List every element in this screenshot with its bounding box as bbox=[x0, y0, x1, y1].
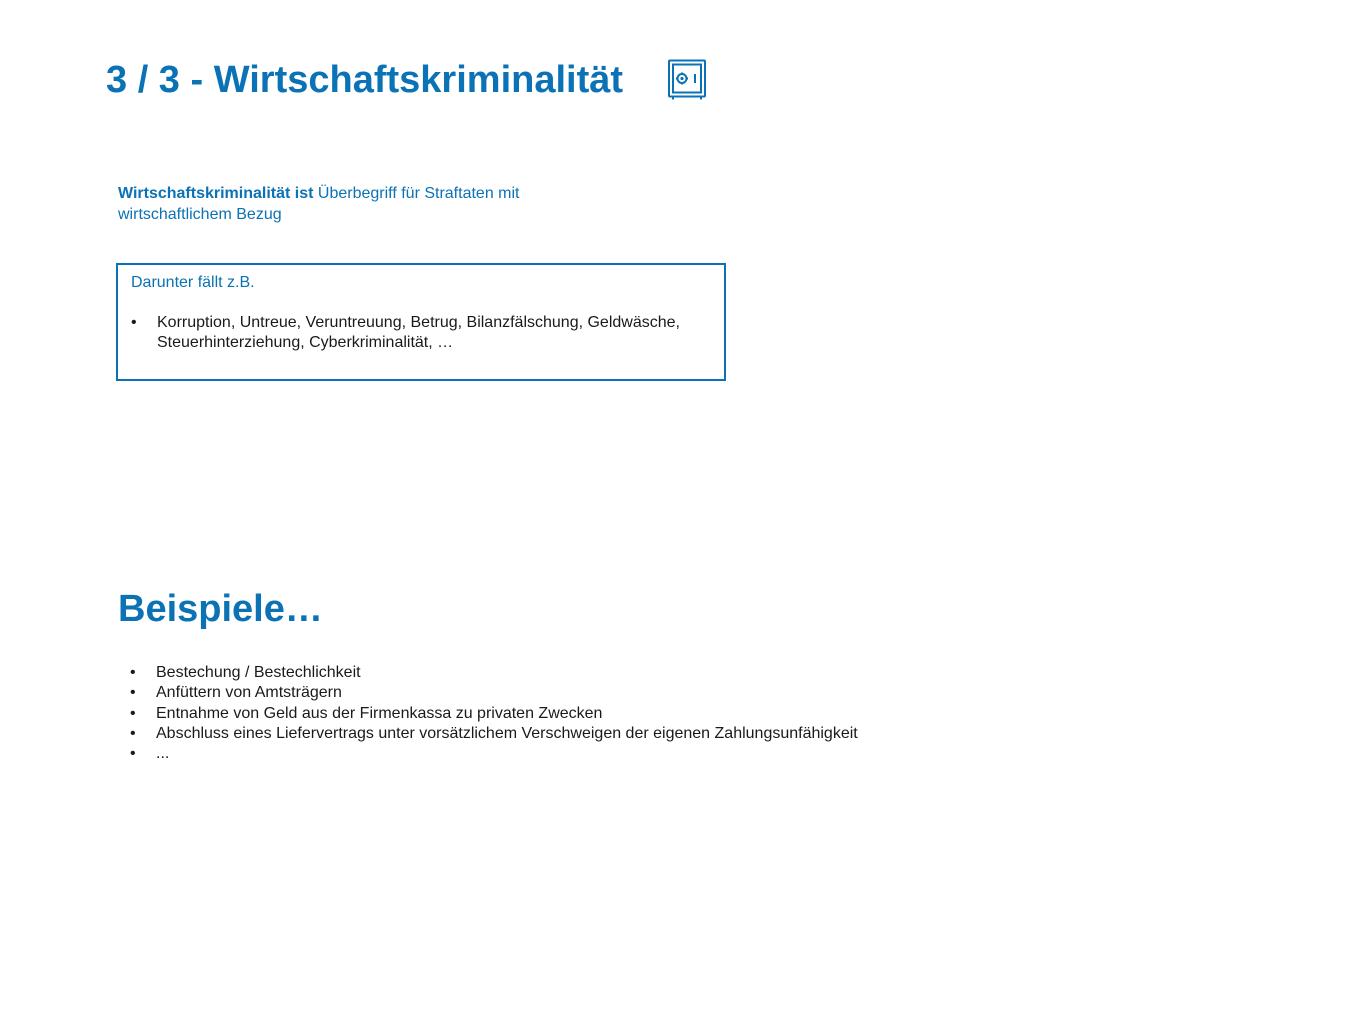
bullet-icon: • bbox=[130, 704, 136, 722]
bullet-icon: • bbox=[130, 745, 136, 763]
page-title: 3 / 3 - Wirtschaftskriminalität bbox=[106, 59, 624, 101]
bullet-icon: • bbox=[130, 664, 136, 681]
definition-body: Überbegriff für Straftaten mit wirtschaftlichem Bezug bbox=[118, 185, 520, 223]
list-item bbox=[118, 744, 1018, 764]
list-item bbox=[118, 704, 1018, 724]
list-item bbox=[118, 683, 1018, 703]
bullet-icon: • bbox=[130, 684, 136, 702]
list-item-text: Abschluss eines Liefervertrags unter vorsätzlichem Verschweigen der eigenen Zahlungsunfähigkeit bbox=[156, 724, 858, 742]
safe-icon bbox=[667, 59, 707, 101]
examples-heading: Beispiele… bbox=[118, 588, 323, 630]
definition-term: Wirtschaftskriminalität ist bbox=[118, 185, 314, 202]
examples-of-offenses-box bbox=[116, 263, 726, 381]
bullet-icon: • bbox=[131, 314, 137, 331]
list-item-text: ... bbox=[156, 745, 170, 763]
list-item-text: Anfüttern von Amtsträgern bbox=[156, 684, 342, 702]
list-item bbox=[118, 724, 1018, 744]
list-item-text: Entnahme von Geld aus der Firmenkassa zu privaten Zwecken bbox=[156, 704, 603, 722]
examples-list bbox=[118, 663, 1018, 764]
definition-text bbox=[118, 183, 588, 225]
offense-list bbox=[119, 313, 719, 354]
bullet-icon: • bbox=[130, 724, 136, 742]
list-item bbox=[119, 313, 719, 354]
box-heading: Darunter fällt z.B. bbox=[131, 274, 255, 291]
list-item bbox=[118, 663, 1018, 683]
list-item-text: Korruption, Untreue, Veruntreuung, Betrug, Bilanzfälschung, Geldwäsche, Steuerhinterziehung, Cyberkriminalität, … bbox=[157, 314, 680, 352]
list-item-text: Bestechung / Bestechlichkeit bbox=[156, 664, 361, 681]
